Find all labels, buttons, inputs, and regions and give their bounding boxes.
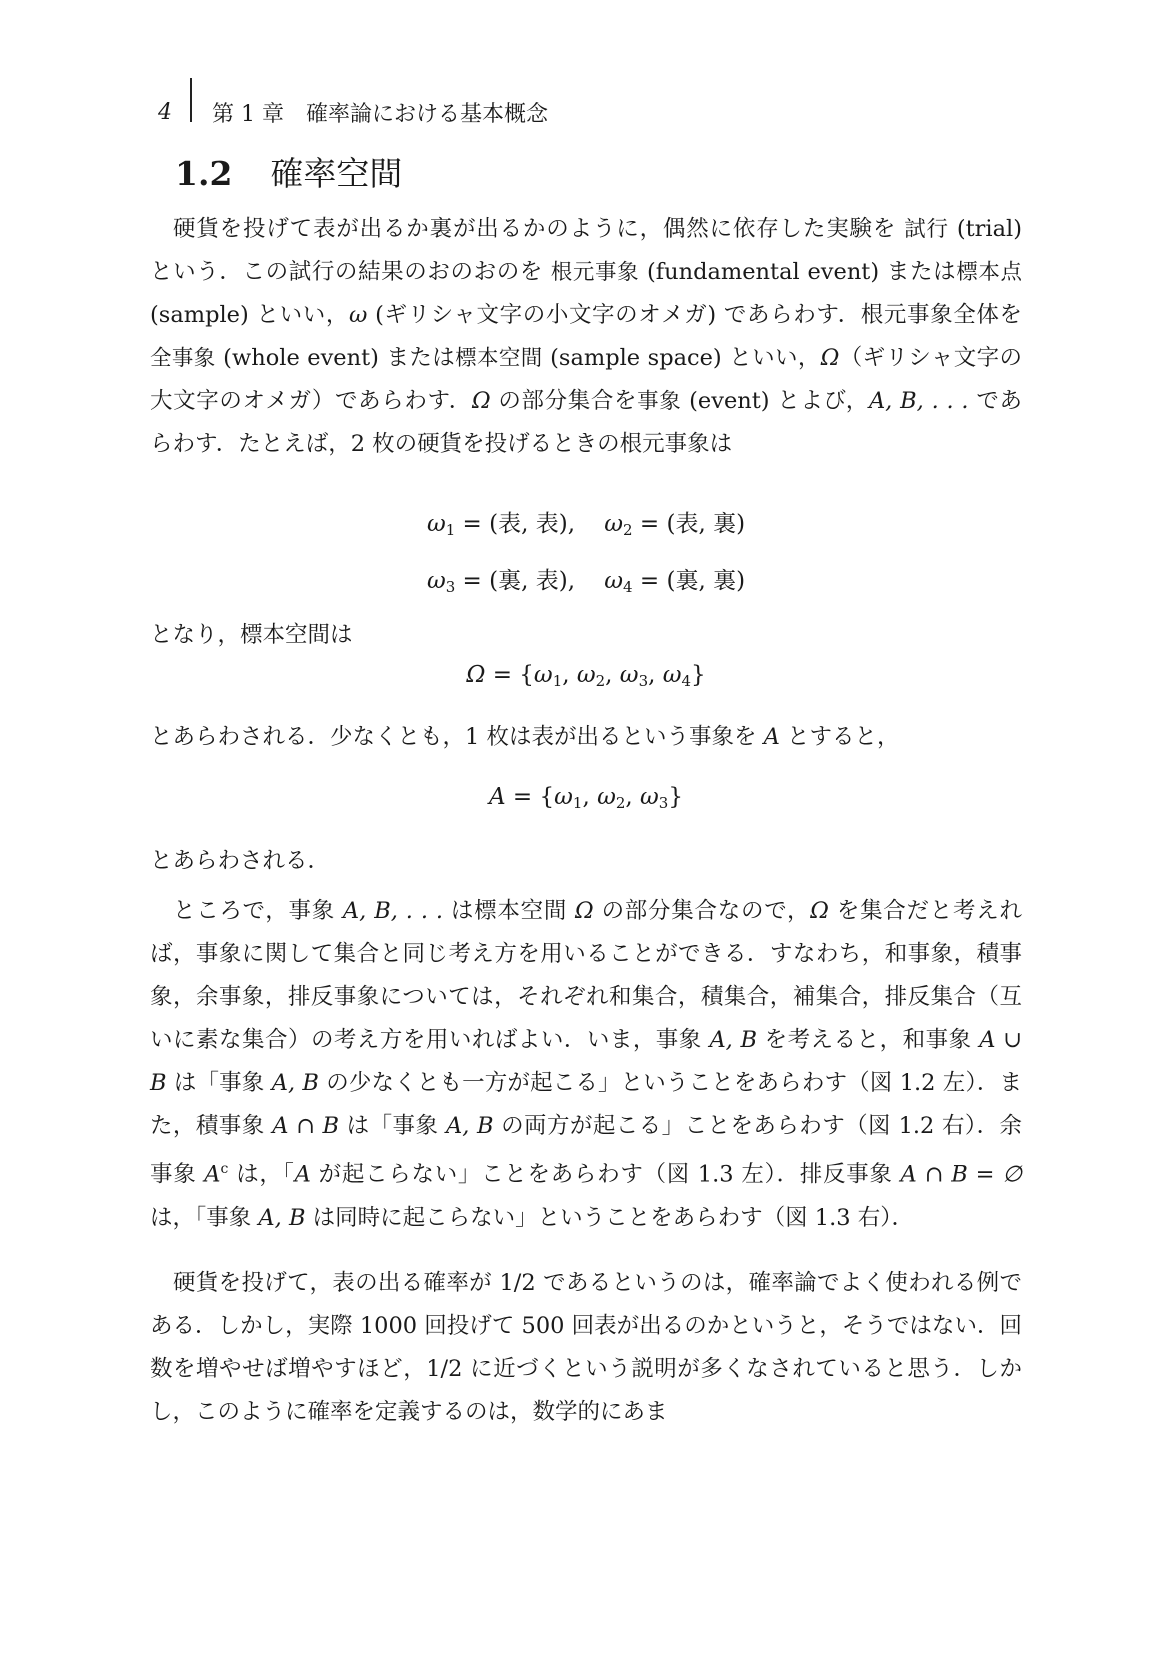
equation-row-1 [150, 505, 1022, 538]
subscript: 2 [623, 521, 633, 539]
text-arawasareru-1 [150, 716, 1022, 759]
text-run: を考えると，和事象 [757, 1027, 980, 1053]
math-union: A ∪ B [150, 1027, 1030, 1096]
text-run: とあらわされる．少なくとも，1 枚は表が出るという事象を [150, 724, 764, 750]
equation-event-A: $A = \{\omega_1$, $\omega_2$, $\omega_3$} [489, 784, 683, 812]
text-run: (ギリシャ文字の小文字のオメガ) であらわす．根元事象全体を [367, 302, 1030, 328]
subscript: 4 [623, 578, 633, 596]
math-brace-open: = { [505, 784, 555, 810]
paragraph-3: 硬貨を投げて，表の出る確率が 1/2 であるというのは，確率論でよく使われる例である．しかし，実際 1000 回投げて 500 回表が出るのかというと，そうではない．回数を増やせば増やすほど，1/2 に近づくという説明が多くなされていると思う．しかし，このように確率を定義するのは，数学的にあま [150, 1270, 1022, 1425]
text-run: は標本空間 [443, 898, 576, 924]
math-omega-capital: Ω [466, 662, 486, 688]
text-run: (whole event) または [215, 345, 456, 371]
math-A-B: A, B [271, 1070, 319, 1096]
section-title: 確率空間 [270, 154, 403, 193]
text-run: は「事象 [339, 1113, 446, 1139]
math-A-B: A, B [446, 1113, 494, 1139]
text-run: の部分集合を [490, 388, 638, 414]
subscript: 3 [445, 578, 456, 596]
term-sample-point: 標本点 [956, 260, 1022, 285]
text-run: の両方が起こる」ことをあらわす（図 1.2 右）．余事象 [150, 1113, 1022, 1188]
math-events: A, B, . . . [868, 388, 969, 414]
text-run: (fundamental event) または [639, 259, 957, 285]
math-omega: ω [348, 302, 368, 328]
equation-row-2 [150, 562, 1022, 595]
text-run: とすると， [779, 724, 900, 750]
text-run: 硬貨を投げて表が出るか裏が出るかのように，偶然に依存した実験を [173, 216, 905, 242]
paragraph-1 [150, 208, 1030, 466]
text-run: (sample space) といい， [542, 345, 821, 371]
text-run: は，「事象 [150, 1161, 1030, 1231]
math-omega-capital: Ω [575, 898, 594, 924]
text-run: ところで，事象 [173, 898, 343, 924]
text-arawasareru-2: とあらわされる． [150, 848, 331, 874]
page-number: 4 [158, 99, 172, 125]
term-fundamental-event: 根元事象 [550, 260, 640, 285]
text-run: は同時に起こらない」ということをあらわす（図 1.3 右）． [305, 1204, 914, 1231]
subscript: 1 [445, 521, 456, 539]
text-run: であらわす．たとえば，2 枚の硬貨を投げるときの根元事象は [150, 388, 1022, 457]
math-omega: ω [426, 568, 446, 594]
term-trial: 試行 [904, 217, 949, 242]
text-run: （ギリシャ文字の大文字のオメガ）であらわす． [150, 345, 1022, 414]
math-disjoint: A ∩ B = ∅ [900, 1161, 1022, 1188]
math-omega-capital: Ω [471, 388, 491, 414]
math-brace-close: } [668, 784, 683, 810]
term-whole-event: 全事象 [150, 346, 216, 371]
paragraph-2 [150, 890, 1030, 1240]
equation-value: = (表, 表), [455, 511, 576, 537]
section-heading [175, 148, 402, 195]
math-intersection: A ∩ B [272, 1113, 340, 1139]
superscript-complement: c [220, 1161, 229, 1177]
math-omega-capital: Ω [820, 345, 840, 371]
math-A-B: A, B [258, 1204, 306, 1231]
equation-value: = (裏, 裏) [632, 568, 746, 594]
math-A: A [204, 1161, 221, 1188]
math-A-B: A, B [709, 1027, 758, 1053]
math-brace-open: = { [485, 662, 534, 688]
text-tonari: となり，標本空間は [150, 622, 353, 648]
term-sample-space: 標本空間 [455, 346, 543, 371]
text-run: を集合だと考えれば，事象に関して集合と同じ考え方を用いることができる．すなわち，和事象，積事象，余事象，排反事象については，それぞれ和集合，積集合，補集合，排反集合（互いに素な集合）の考え方を用いればよい．いま，事象 [150, 898, 1023, 1053]
math-A: A [489, 784, 506, 810]
math-A: A [763, 724, 780, 750]
chapter-title: 第 1 章 確率論における基本概念 [212, 101, 548, 127]
math-omega: ω [604, 511, 624, 537]
text-run: (event) とよび， [681, 388, 869, 414]
math-events: A, B, . . . [342, 898, 444, 924]
text-run: (trial) という．この試行の結果のおのおのを [150, 216, 1030, 285]
equation-value: = (表, 裏) [632, 511, 746, 537]
section-number: 1.2 [175, 154, 233, 193]
text-run: (sample) といい， [150, 259, 1030, 328]
running-head [150, 92, 548, 132]
head-rule [190, 78, 192, 122]
math-brace-close: } [691, 662, 706, 688]
math-omega: ω [426, 511, 446, 537]
text-run: は，「 [228, 1161, 295, 1188]
equation-sample-space: $\Omega = \{\omega_1$, $\omega_2$, $\omega_3$, $\omega_4$} [466, 662, 706, 690]
text-run: は「事象 [166, 1070, 272, 1096]
math-omega-capital: Ω [810, 898, 829, 924]
math-omega: ω [604, 568, 624, 594]
term-event: 事象 [637, 389, 682, 414]
text-run: の部分集合なので， [593, 898, 811, 924]
equation-value: = (裏, 表), [455, 568, 576, 594]
text-run: が起こらない」ことをあらわす（図 1.3 左）．排反事象 [310, 1161, 901, 1188]
math-A: A [294, 1161, 311, 1188]
text-run: の少なくとも一方が起こる」ということをあらわす（図 1.2 左）．また，積事象 [150, 1070, 1022, 1139]
